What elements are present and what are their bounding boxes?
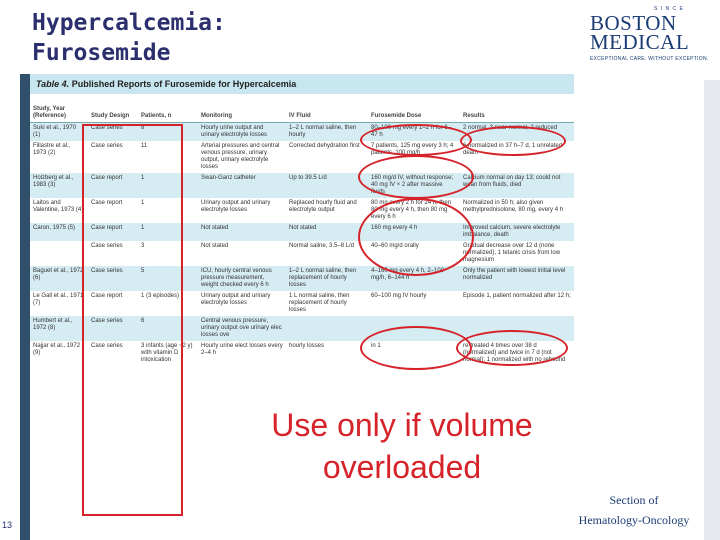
cell-monitoring: Hourly urine output and urinary electrolyte losses [198,123,286,142]
table-row [30,266,574,291]
table-row [30,141,574,173]
cell-results: Calcium normal on day 13; could not wean from fluids, died [460,173,574,198]
callout-line1: Use only if volume [271,407,533,443]
slide-title-line1: Hypercalcemia: [32,10,226,36]
footer-line1: Section of [609,493,659,507]
cell-monitoring: Not stated [201,243,229,249]
cell-study: Laitos and Valentine, 1973 (4) [33,200,84,213]
cell-monitoring: Urinary output and urinary electrolyte losses [201,200,271,213]
cell-iv-fluid [286,316,368,341]
cell-dose: 80 mg every 2 h for 24 h, then 80 mg every 4 h, then 80 mg every 6 h [371,200,452,220]
right-decorative-band [704,80,720,540]
cell-design: Case series [91,343,123,349]
logo-arc-text: S I N C E [654,6,684,12]
slide-number: 13 [2,520,13,530]
cell-monitoring: ICU, hourly central venous pressure measurement, weight checked every 6 h [198,266,286,291]
cell-patients: 1 (3 episodes) [141,293,180,299]
cell-study [30,241,88,266]
cell-dose [368,316,460,341]
cell-monitoring: Central venous pressure, urinary output ove urinary elec losses ove [198,316,286,341]
cell-dose: 60–100 mg IV hourly [371,293,427,299]
cell-design: Case report [91,293,123,299]
cell-design: Case series [91,243,123,249]
header-study: Study, Year (Reference) [30,94,88,123]
cell-iv-fluid: 1–2 L normal saline, then replacement of hourly losses [286,266,368,291]
header-iv-fluid: IV Fluid [286,94,368,123]
cell-dose: 160 mg/d IV, without response; 40 mg IV × 2 after massive fluids [368,173,460,198]
cell-monitoring: Urinary output and urinary electrolyte losses [201,293,271,306]
cell-results: Normalized in 50 h; also given methylprednisolone, 80 mg, every 4 h [463,200,564,213]
cell-dose: 80–100 mg every 1–2 h for 6–47 h [368,123,460,142]
table-row [30,316,574,341]
callout-line2: overloaded [322,449,482,485]
cell-iv-fluid: hourly losses [289,343,325,349]
header-results: Results [460,94,574,123]
cell-study: Humbert et al., 1972 (8) [30,316,88,341]
cell-dose: 160 mg every 4 h [368,223,460,241]
cell-design: Case report [91,200,123,206]
cell-iv-fluid: Replaced hourly fluid and electrolyte output [289,200,357,213]
cell-design: Case report [88,173,138,198]
cell-dose: 40–60 mg/d orally [371,243,419,249]
cell-patients: 3 [141,243,145,249]
cell-dose: 4–160 mg every 4 h, 2–100 mg/h, 6–144 h [368,266,460,291]
header-furosemide-dose: Furosemide Dose [368,94,460,123]
cell-patients: 1 [138,223,198,241]
logo-brand-line1: BOSTON [590,11,677,35]
cell-dose: 7 patients, 125 mg every 3 h; 4 patients, 100 mg/h [371,143,454,156]
slide-title [32,8,226,68]
table-caption-text: Published Reports of Furosemide for Hypercalcemia [71,79,297,89]
cell-study: Baguet et al., 1972 (6) [30,266,88,291]
table-row [30,123,574,142]
cell-patients: 11 [141,143,148,149]
cell-results: Gradual decrease over 12 d (none normalized), 1 tetanic crisis from low magnesium [463,243,561,263]
table-row [30,223,574,241]
table-row [30,241,574,266]
cell-iv-fluid: 1 L normal saline, then replacement of hourly losses [289,293,350,313]
table-row [30,173,574,198]
footer-line2: Hematology-Oncology [578,513,690,527]
header-patients: Patients, n [138,94,198,123]
header-design: Study Design [88,94,138,123]
table-caption-label: Table 4. [36,79,70,89]
cell-dose: in 1 [371,343,381,349]
cell-monitoring: Swan-Ganz catheter [198,173,286,198]
volume-overload-callout [244,404,560,496]
slide-title-line2: Furosemide [32,40,171,66]
cell-study: Suki et al., 1970 (1) [30,123,88,142]
cell-study: Le Gall et al., 1971 (7) [33,293,84,306]
cell-study: Fillastre et al., 1973 (2) [33,143,71,156]
cell-iv-fluid: Not stated [286,223,368,241]
cell-iv-fluid: Corrected dehydration first [289,143,360,149]
header-monitoring: Monitoring [198,94,286,123]
logo-brand-line2: MEDICAL [590,30,690,54]
cell-study: Holzberg et al., 1983 (3) [30,173,88,198]
cell-results: 6 normalized in 37 h–7 d, 1 unrelated death [463,143,563,156]
cell-iv-fluid: Up to 39.5 L/d [286,173,368,198]
cell-monitoring: Arterial pressures and central venous pressure, urinary output, urinary electrolyte losses [201,143,280,170]
cell-patients: 3 infants (age ~2 y) with vitamin D intoxication [141,343,193,363]
cell-results: Improved calcium, severe electrolyte imbalance, death [460,223,574,241]
table-row [30,198,574,223]
cell-results: Only the patient with lowest initial level normalized [460,266,574,291]
cell-design: Case series [91,143,123,149]
cell-patients: 8 [138,123,198,142]
logo-tagline: EXCEPTIONAL CARE. WITHOUT EXCEPTION. [590,56,709,62]
boston-medical-logo [590,6,710,66]
cell-results: 2 normal, 3 near-normal, 2 reduced [460,123,574,142]
table-header-row [30,94,574,123]
furosemide-reports-table [30,94,574,366]
cell-iv-fluid: Normal saline, 3.5–8 L/d [289,243,355,249]
cell-monitoring: Hourly urine elect losses every 2–4 h [201,343,283,356]
cell-monitoring: Not stated [198,223,286,241]
cell-study: Najjar et al., 1972 (9) [33,343,81,356]
cell-patients: 1 [138,173,198,198]
section-footer [564,490,704,540]
table-row [30,291,574,316]
cell-iv-fluid: 1–2 L normal saline, then hourly [286,123,368,142]
table-body [30,123,574,367]
cell-design: Case series [88,316,138,341]
cell-design: Case report [88,223,138,241]
cell-results [460,316,574,341]
cell-patients: 5 [138,266,198,291]
cell-results: Episode 1, patient normalized after 12 h; [463,293,571,299]
cell-patients: 6 [138,316,198,341]
table-caption [30,74,574,94]
cell-design: Case series [88,123,138,142]
cell-design: Case series [88,266,138,291]
cell-results: re-treated 4 times over 38 d (normalized) and twice in 7 d (not normal); 1 normalized with no rebound [463,343,566,363]
table-row [30,341,574,366]
cell-study: Caron, 1975 (5) [30,223,88,241]
cell-patients: 1 [141,200,145,206]
